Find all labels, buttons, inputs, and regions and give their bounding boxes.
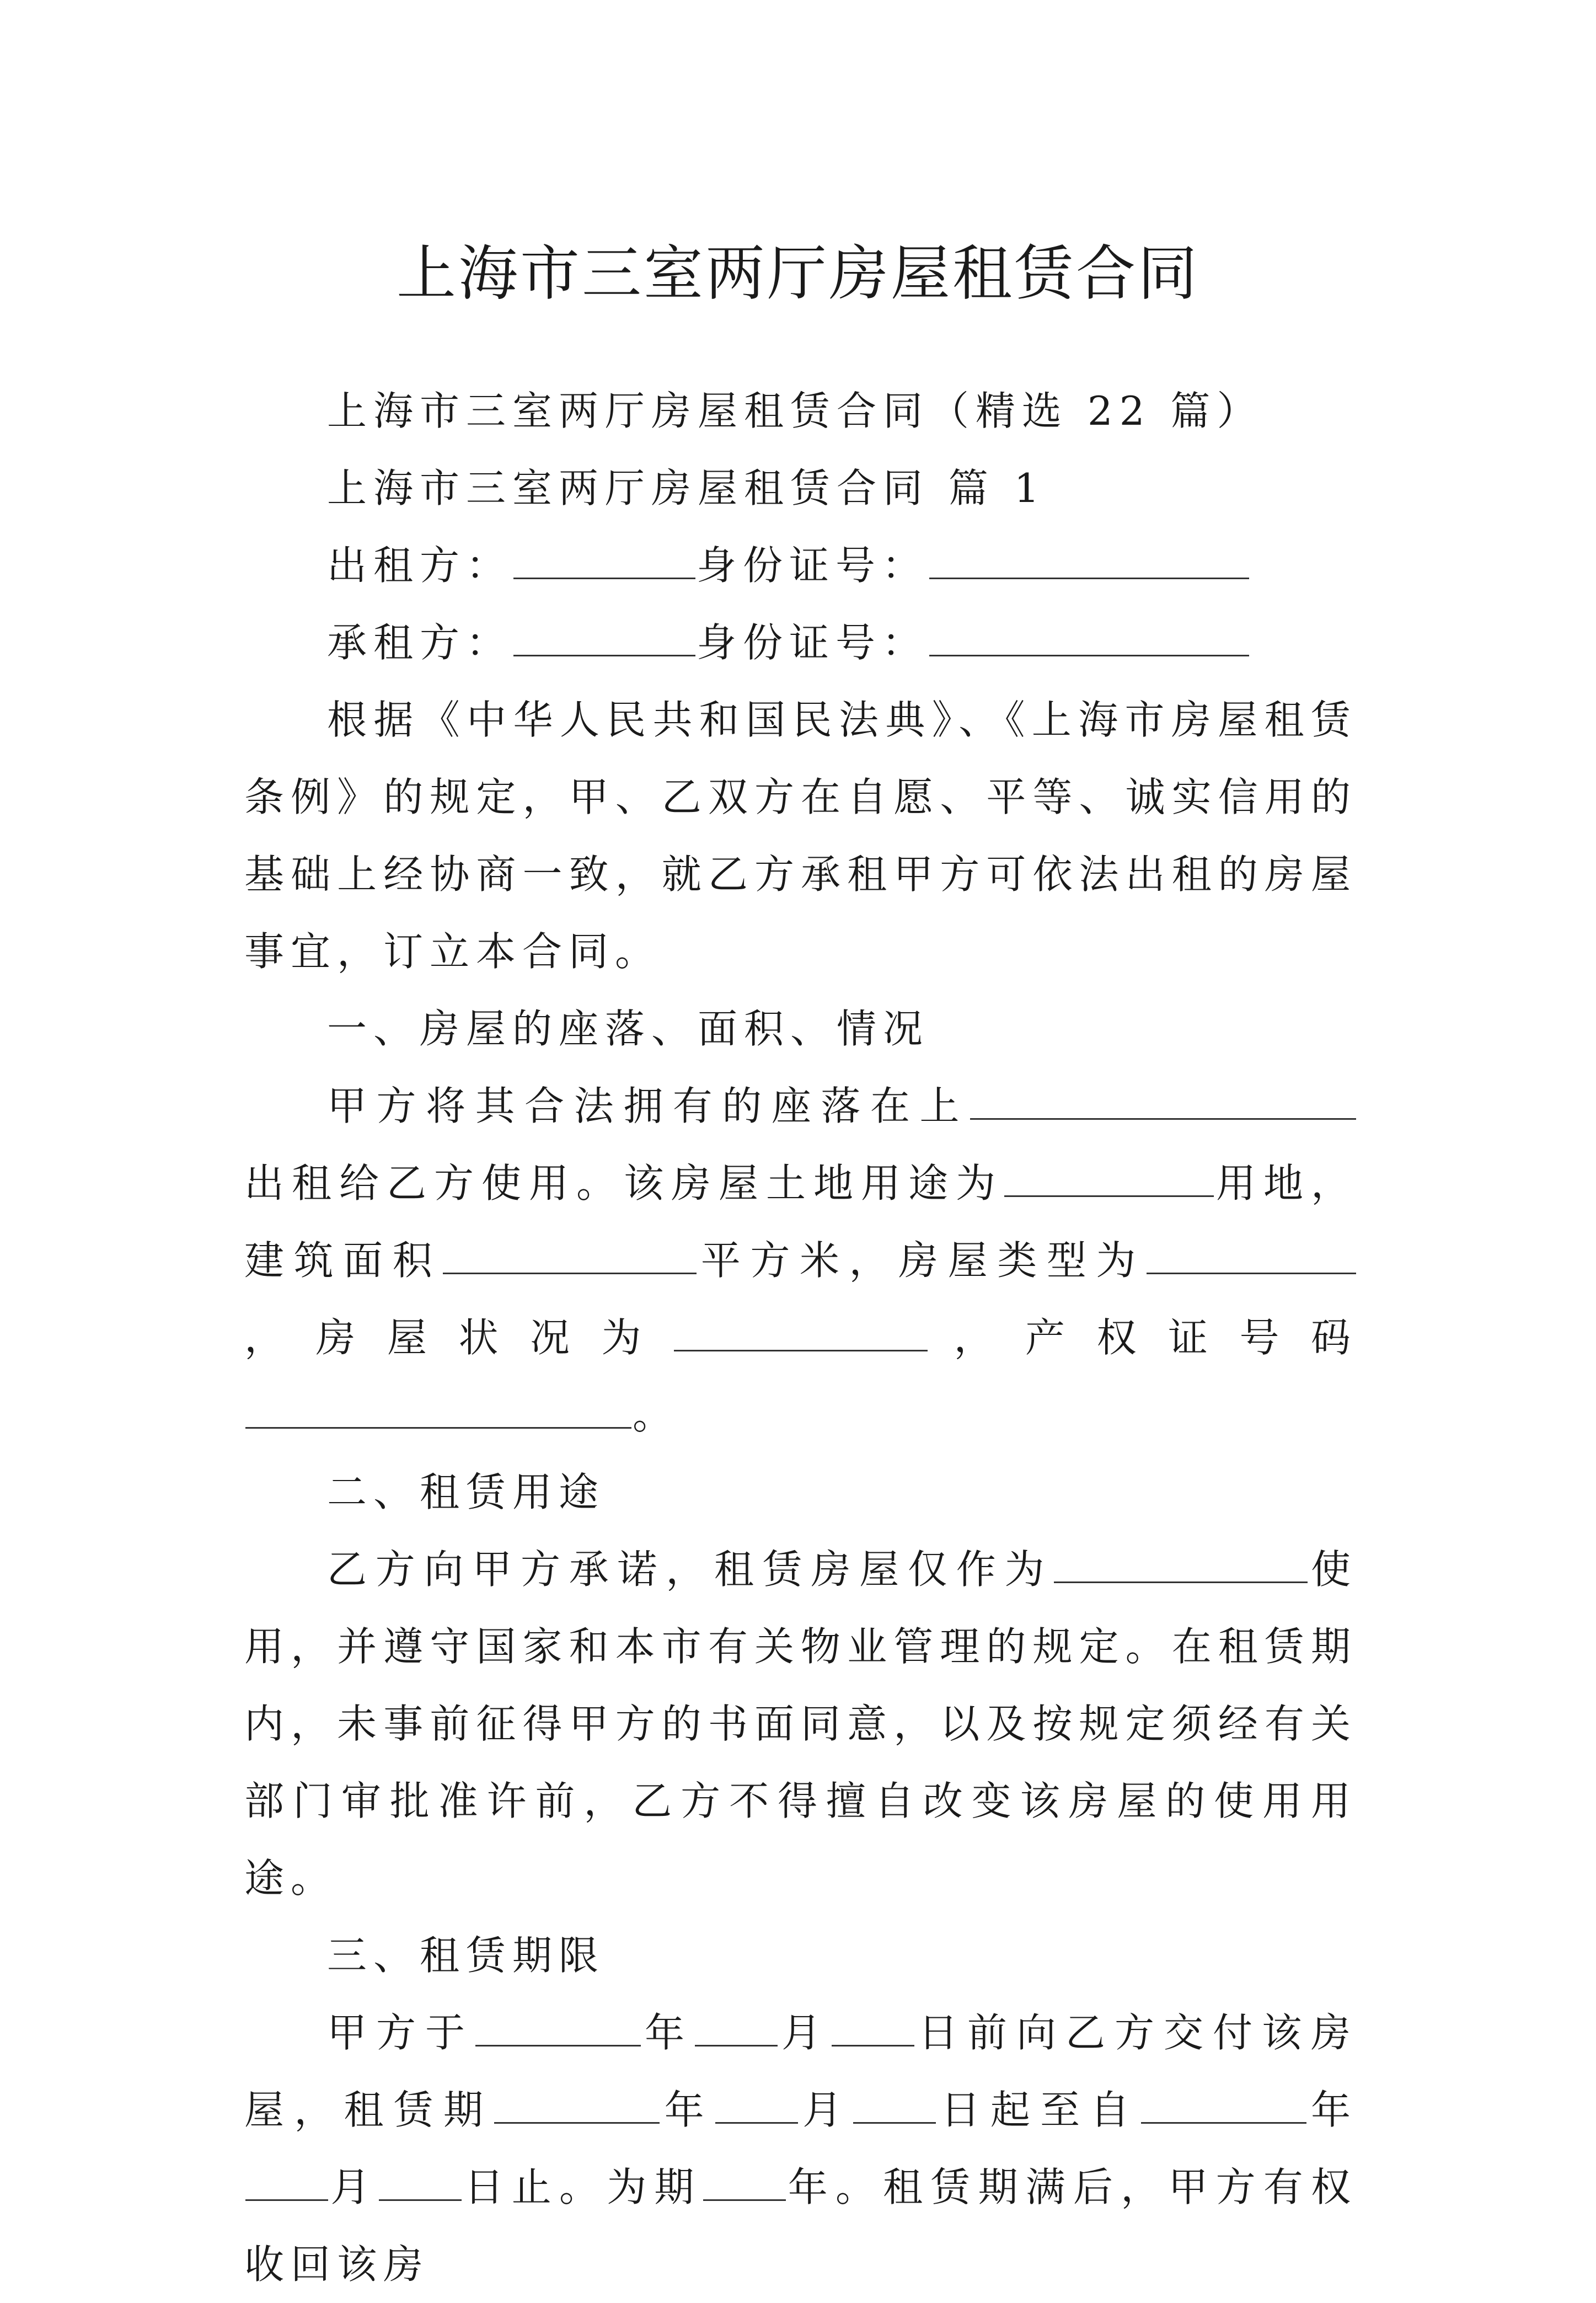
section2-text-1: 乙方向甲方承诺，租赁房屋仅作为 <box>327 1546 1053 1593</box>
section1-text-4: 平方米，房屋类型为 <box>698 1237 1145 1284</box>
property-cert-blank <box>245 1394 631 1429</box>
start-month-label: 月 <box>799 2087 853 2133</box>
delivery-year-blank <box>475 2012 641 2046</box>
section3-text-4: 日止。为期 <box>463 2164 702 2210</box>
section1-text-1: 甲方将其合法拥有的座落在上 <box>327 1083 969 1129</box>
section1-text-3: 用地，建筑面积 <box>244 1160 1357 1284</box>
lessee-id-label: 身份证号： <box>697 619 929 666</box>
delivery-day-blank <box>832 2012 914 2046</box>
section1-paragraph <box>244 1067 1357 1454</box>
lessor-id-blank <box>929 544 1249 579</box>
start-year-label: 年 <box>661 2087 714 2133</box>
section1-heading: 一、房屋的座落、面积、情况 <box>327 1006 930 1052</box>
delivery-month-blank <box>695 2012 778 2046</box>
section1-text-2: 出租给乙方使用。该房屋土地用途为 <box>244 1160 1003 1206</box>
section1-text-7: 。 <box>633 1392 679 1438</box>
document-title: 上海市三室两厅房屋租赁合同 <box>396 239 1199 309</box>
section2-text-2: 使用，并遵守国家和本市有关物业管理的规定。在租赁期内，未事前征得甲方的书面同意，以及按规定须经有关部门审批准许前，乙方不得擅自改变该房屋的使用用途。 <box>244 1546 1357 1901</box>
lessee-label: 承租方： <box>327 619 513 666</box>
lessee-id-blank <box>929 622 1249 656</box>
end-month-label: 月 <box>329 2164 378 2210</box>
section2-paragraph <box>244 1531 1357 1917</box>
start-year-blank <box>494 2089 660 2124</box>
house-type-blank <box>1147 1239 1356 1274</box>
end-month-blank <box>245 2166 328 2201</box>
lessee-name-blank <box>513 622 695 656</box>
document-body <box>244 372 1357 2303</box>
lessor-line <box>244 527 1357 604</box>
section3-paragraph <box>244 1994 1357 2303</box>
lessor-name-blank <box>513 544 695 579</box>
section3-text-3: 日起至自 <box>937 2087 1140 2133</box>
usage-blank <box>1054 1548 1308 1583</box>
section1-text-6: ，产权证号码 <box>929 1315 1357 1361</box>
end-year-blank <box>1141 2089 1306 2124</box>
part-heading: 上海市三室两厅房屋租赁合同 篇 1 <box>327 465 1046 511</box>
lessee-line <box>244 604 1357 681</box>
section1-text-5: ，房屋状况为 <box>244 1315 673 1361</box>
house-condition-blank <box>674 1317 928 1351</box>
section3-text-2: 日前向乙方交付该房屋，租赁期 <box>244 2010 1357 2133</box>
end-year-label: 年 <box>1307 2087 1357 2133</box>
term-years-blank <box>703 2166 786 2201</box>
section3-text-5: 年。租赁期满后，甲方有权收回该房 <box>244 2164 1357 2288</box>
lessor-id-label: 身份证号： <box>697 542 929 589</box>
delivery-year-label: 年 <box>642 2010 694 2056</box>
section3-heading: 三、租赁期限 <box>327 1932 606 1979</box>
lessor-label: 出租方： <box>327 542 513 589</box>
area-blank <box>443 1239 697 1274</box>
start-month-blank <box>715 2089 798 2124</box>
end-day-blank <box>379 2166 462 2201</box>
section3-text-1: 甲方于 <box>327 2010 474 2056</box>
section2-heading: 二、租赁用途 <box>327 1469 606 1515</box>
delivery-month-label: 月 <box>779 2010 831 2056</box>
document-subtitle: 上海市三室两厅房屋租赁合同（精选 22 篇） <box>327 388 1263 434</box>
preamble-paragraph: 根据《中华人民共和国民法典》、《上海市房屋租赁条例》的规定，甲、乙双方在自愿、平等、诚实信用的基础上经协商一致，就乙方承租甲方可依法出租的房屋事宜，订立本合同。 <box>244 697 1357 975</box>
location-blank <box>970 1085 1356 1120</box>
land-use-blank <box>1004 1162 1214 1197</box>
start-day-blank <box>853 2089 936 2124</box>
